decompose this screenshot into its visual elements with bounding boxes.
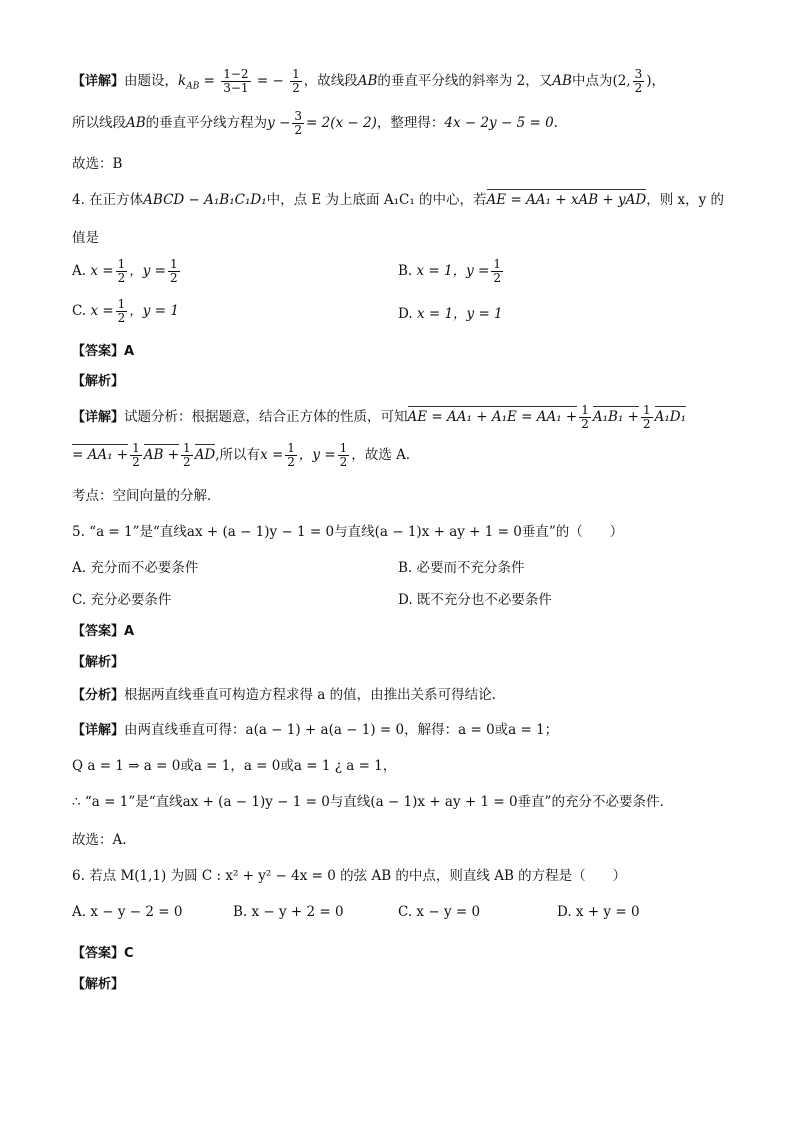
question-5-stem: 5. “a = 1”是“直线ax + (a − 1)y − 1 = 0与直线(a − 1)x + ay + 1 = 0垂直”的（ ）	[72, 524, 624, 540]
detail5-line2: Q a = 1 ⇒ a = 0或a = 1，a = 0或a = 1 ¿ a = 1，	[72, 758, 397, 774]
option-4d[interactable]: D. x = 1，y = 1	[398, 306, 503, 322]
option-5d[interactable]: D. 既不充分也不必要条件	[398, 592, 552, 608]
fraction: $\frac{1}{2}$	[117, 297, 126, 325]
question-4-stem: 4. 在正方体ABCD − A₁B₁C₁D₁中，点 E 为上底面 A₁C₁ 的中心，若AE = AA₁ + xAB + yAD，则 x，y 的	[72, 192, 725, 208]
fraction: $\frac{3}{2}$	[294, 109, 303, 137]
analysis-4: 【解析】	[72, 374, 125, 389]
option-5c[interactable]: C. 充分必要条件	[72, 592, 172, 608]
option-6c[interactable]: C. x − y = 0	[398, 904, 481, 920]
fraction: $\frac{1}{2}$	[581, 403, 589, 431]
analysis-5: 【解析】	[72, 655, 125, 670]
fraction: $\frac{3}{2}$	[634, 67, 643, 95]
fraction: $\frac{1}{2}$	[339, 441, 348, 469]
option-4a[interactable]: A. x = $\frac{1}{2}$ ，y = $\frac{1}{2}$	[72, 257, 178, 285]
option-4b[interactable]: B. x = 1，y = $\frac{1}{2}$	[398, 257, 501, 285]
detail-tag: 【详解】	[72, 74, 125, 89]
fraction: $\frac{1}{2}$	[132, 441, 140, 469]
analysis-6: 【解析】	[72, 977, 125, 992]
question-4-stem-cont: 值是	[72, 230, 99, 246]
detail3-line1: 【详解】由题设，$k_{AB}$ = $\frac{1-2}{3-1}$ = − $\frac{1}{2}$ ，故线段AB的垂直平分线的斜率为 2，又AB中点为(2, $\frac{3}{2}$ )，	[72, 67, 666, 95]
choose-5: 故选：A.	[72, 832, 127, 848]
answer-5: 【答案】A	[72, 624, 135, 639]
detail3-line2: 所以线段AB的垂直平分线方程为y − $\frac{3}{2}$ = 2(x − 2)，整理得：4x − 2y − 5 = 0.	[72, 109, 558, 137]
option-5b[interactable]: B. 必要而不充分条件	[398, 560, 525, 576]
fraction: $\frac{1}{2}$	[183, 441, 191, 469]
detail4-line1: 【详解】试题分析：根据题意，结合正方体的性质，可知AE = AA₁ + A₁E = AA₁ + $\frac{1}{2}$ A₁B₁ + $\frac{1}{2}$ A₁D₁	[72, 403, 687, 431]
fraction: $\frac{1}{2}$	[117, 257, 126, 285]
question-6-stem: 6. 若点 M(1,1) 为圆 C : x² + y² − 4x = 0 的弦 AB 的中点，则直线 AB 的方程是（ ）	[72, 868, 627, 884]
fraction: $\frac{1}{2}$	[643, 403, 651, 431]
fraction: $\frac{1}{2}$	[287, 441, 295, 469]
option-5a[interactable]: A. 充分而不必要条件	[72, 560, 199, 576]
detail5-line1: 【详解】由两直线垂直可得：a(a − 1) + a(a − 1) = 0，解得：a = 0或a = 1；	[72, 722, 559, 738]
fraction: $\frac{1}{2}$	[169, 257, 178, 285]
fraction: $\frac{1}{2}$	[292, 67, 300, 95]
fraction: $\frac{1}{2}$	[493, 257, 501, 285]
answer-4: 【答案】A	[72, 344, 135, 359]
vector-equation: AE = AA₁ + xAB + yAD	[486, 192, 647, 208]
option-6b[interactable]: B. x − y + 2 = 0	[233, 904, 344, 920]
option-6d[interactable]: D. x + y = 0	[557, 904, 640, 920]
detail4-line2: = AA₁ + $\frac{1}{2}$ AB + $\frac{1}{2}$ AD,所以有x = $\frac{1}{2}$ ，y = $\frac{1}{2}$ ，故选 A．	[72, 441, 420, 469]
detail5-line3: ∴ “a = 1”是“直线ax + (a − 1)y − 1 = 0与直线(a − 1)x + ay + 1 = 0垂直”的充分不必要条件.	[72, 794, 664, 810]
choose-3: 故选：B	[72, 156, 123, 172]
option-6a[interactable]: A. x − y − 2 = 0	[72, 904, 183, 920]
answer-6: 【答案】C	[72, 946, 134, 961]
fenxi-5: 【分析】根据两直线垂直可构造方程求得 a 的值，由推出关系可得结论.	[72, 687, 496, 703]
kaodian-4: 考点：空间向量的分解．	[72, 488, 221, 504]
fraction: $\frac{1-2}{3-1}$	[223, 67, 249, 95]
option-4c[interactable]: C. x = $\frac{1}{2}$ ，y = 1	[72, 297, 179, 325]
